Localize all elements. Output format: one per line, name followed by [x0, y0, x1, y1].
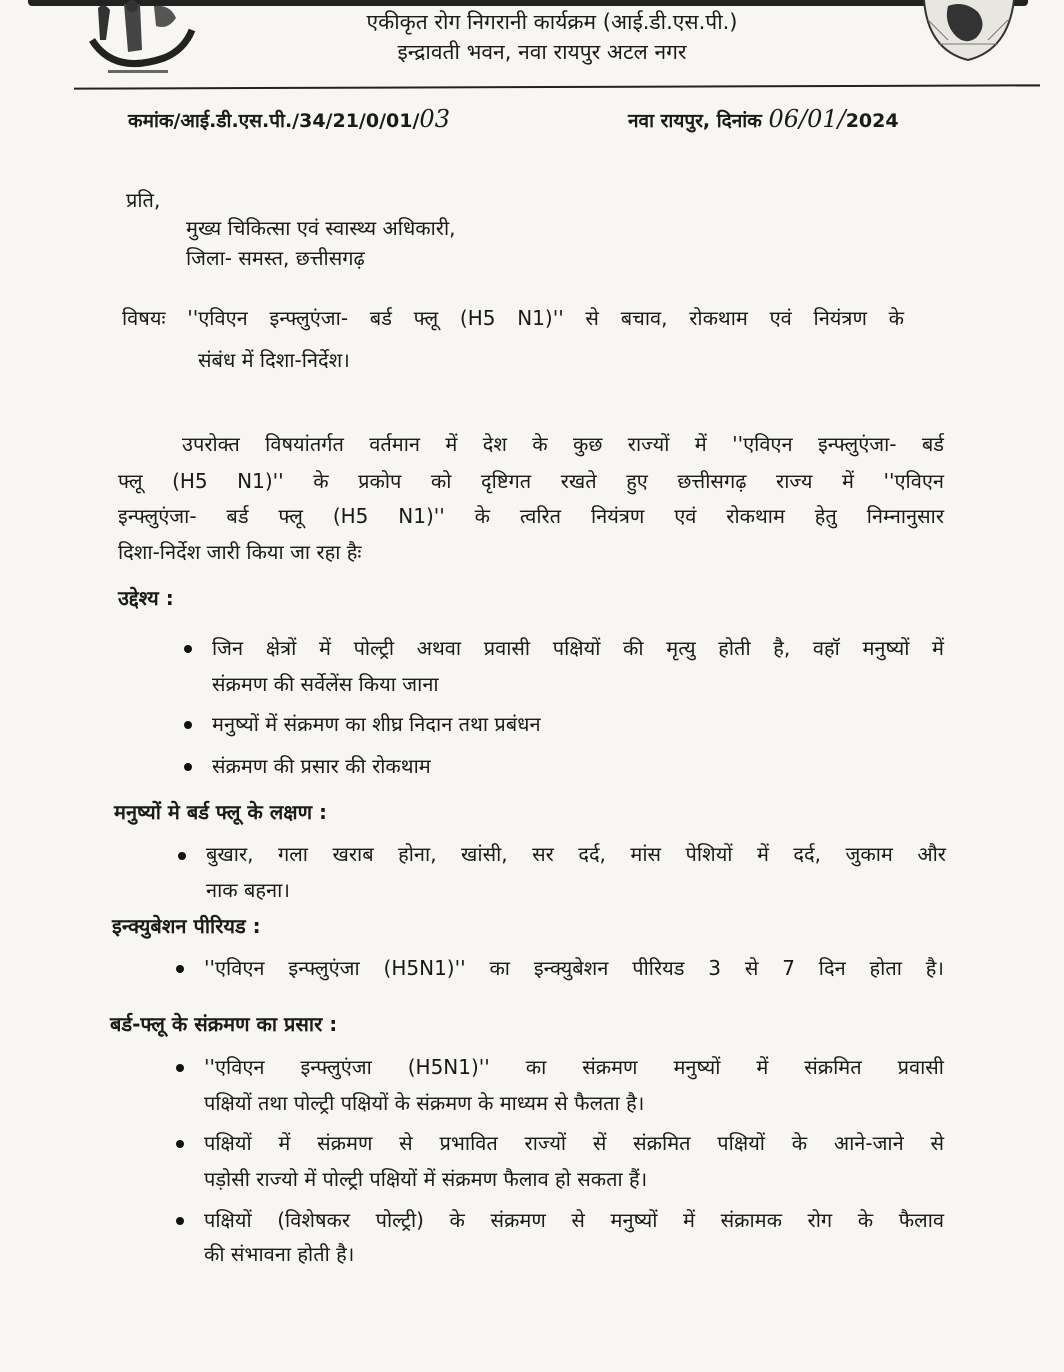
spread-item-3-line-1: पक्षियों (विशेषकर पोल्ट्री) के संक्रमण से मनुष्यों में संक्रामक रोग के फैलाव — [204, 1208, 944, 1232]
subject-line-2: संबंध में दिशा-निर्देश। — [198, 348, 350, 372]
reference-number-handwritten: 03 — [419, 105, 450, 133]
recipient-district: जिला- समस्त, छत्तीसगढ़ — [186, 246, 365, 270]
spread-item-2-line-1: पक्षियों में संक्रमण से प्रभावित राज्यों सें संक्रमित पक्षियों के आने-जाने से — [204, 1131, 944, 1155]
reference-number — [128, 105, 450, 133]
objective-item-3: संक्रमण की प्रसार की रोकथाम — [212, 754, 431, 778]
bullet-icon — [184, 721, 192, 729]
intro-line-1: उपरोक्त विषयांतर्गत वर्तमान में देश के कुछ राज्यों में ''एविएन इन्फ्लुएंजा- बर्ड — [182, 432, 944, 456]
bullet-icon — [176, 1217, 184, 1225]
bullet-icon — [176, 1064, 184, 1072]
objective-heading: उद्देश्य : — [118, 586, 174, 610]
symptoms-heading: मनुष्यों मे बर्ड फ्लू के लक्षण : — [114, 800, 328, 824]
spread-item-2-line-2: पड़ोसी राज्यो में पोल्ट्री पक्षियों में संक्रमण फैलाव हो सकता हैं। — [204, 1167, 648, 1191]
incubation-heading: इन्क्युबेशन पीरियड : — [112, 914, 261, 938]
objective-item-1-line-2: संक्रमण की सर्वेलेंस किया जाना — [212, 672, 439, 696]
bullet-icon — [176, 1140, 184, 1148]
symptoms-item-1-line-1: बुखार, गला खराब होना, खांसी, सर दर्द, मांस पेशियों में दर्द, जुकाम और — [206, 842, 946, 866]
spread-item-1-line-2: पक्षियों तथा पोल्ट्री पक्षियों के संक्रमण के माध्यम से फैलता है। — [204, 1091, 645, 1115]
subject-line-1: विषयः ''एविएन इन्फ्लुएंजा- बर्ड फ्लू (H5 N1)'' से बचाव, रोकथाम एवं नियंत्रण के — [122, 306, 904, 330]
reference-number-prefix: कमांक/आई.डी.एस.पी./34/21/0/01/ — [128, 110, 420, 132]
objective-item-1-line-1: जिन क्षेत्रों में पोल्ट्री अथवा प्रवासी पक्षियों की मृत्यु होती है, वहॉ मनुष्यों में — [212, 636, 944, 660]
place-date — [628, 105, 899, 133]
intro-line-3: इन्फ्लुएंजा- बर्ड फ्लू (H5 N1)'' के त्वरित नियंत्रण एवं रोकथाम हेतु निम्नानुसार — [118, 504, 944, 528]
date-handwritten: 06/01/ — [768, 105, 846, 133]
bullet-icon — [178, 852, 186, 860]
date-year: 2024 — [845, 110, 899, 132]
intro-line-2: फ्लू (H5 N1)'' के प्रकोप को दृष्टिगत रखते हुए छत्तीसगढ़ राज्य में ''एविएन — [118, 469, 944, 493]
header-divider — [74, 84, 1040, 89]
recipient-designation: मुख्य चिकित्सा एवं स्वास्थ्य अधिकारी, — [186, 216, 456, 240]
spread-item-3-line-2: की संभावना होती है। — [204, 1242, 355, 1266]
bullet-icon — [176, 965, 184, 973]
incubation-item-1: ''एविएन इन्फ्लुएंजा (H5N1)'' का इन्क्युबेशन पीरियड 3 से 7 दिन होता है। — [204, 956, 944, 980]
bullet-icon — [184, 763, 192, 771]
symptoms-item-1-line-2: नाक बहना। — [206, 878, 290, 902]
objective-item-2: मनुष्यों में संक्रमण का शीघ्र निदान तथा प्रबंधन — [212, 712, 541, 736]
intro-line-4: दिशा-निर्देश जारी किया जा रहा हैः — [118, 540, 362, 564]
spread-heading: बर्ड-फ्लू के संक्रमण का प्रसार : — [110, 1012, 338, 1036]
place-label: नवा रायपुर, दिनांक — [628, 110, 762, 132]
program-title: एकीकृत रोग निगरानी कार्यक्रम (आई.डी.एस.पी.) — [366, 10, 738, 34]
recipient-to: प्रति, — [126, 188, 161, 212]
bullet-icon — [184, 645, 192, 653]
spread-item-1-line-1: ''एविएन इन्फ्लुएंजा (H5N1)'' का संक्रमण मनुष्यों में संक्रमित प्रवासी — [204, 1055, 944, 1079]
office-address: इन्द्रावती भवन, नवा रायपुर अटल नगर — [397, 40, 687, 64]
